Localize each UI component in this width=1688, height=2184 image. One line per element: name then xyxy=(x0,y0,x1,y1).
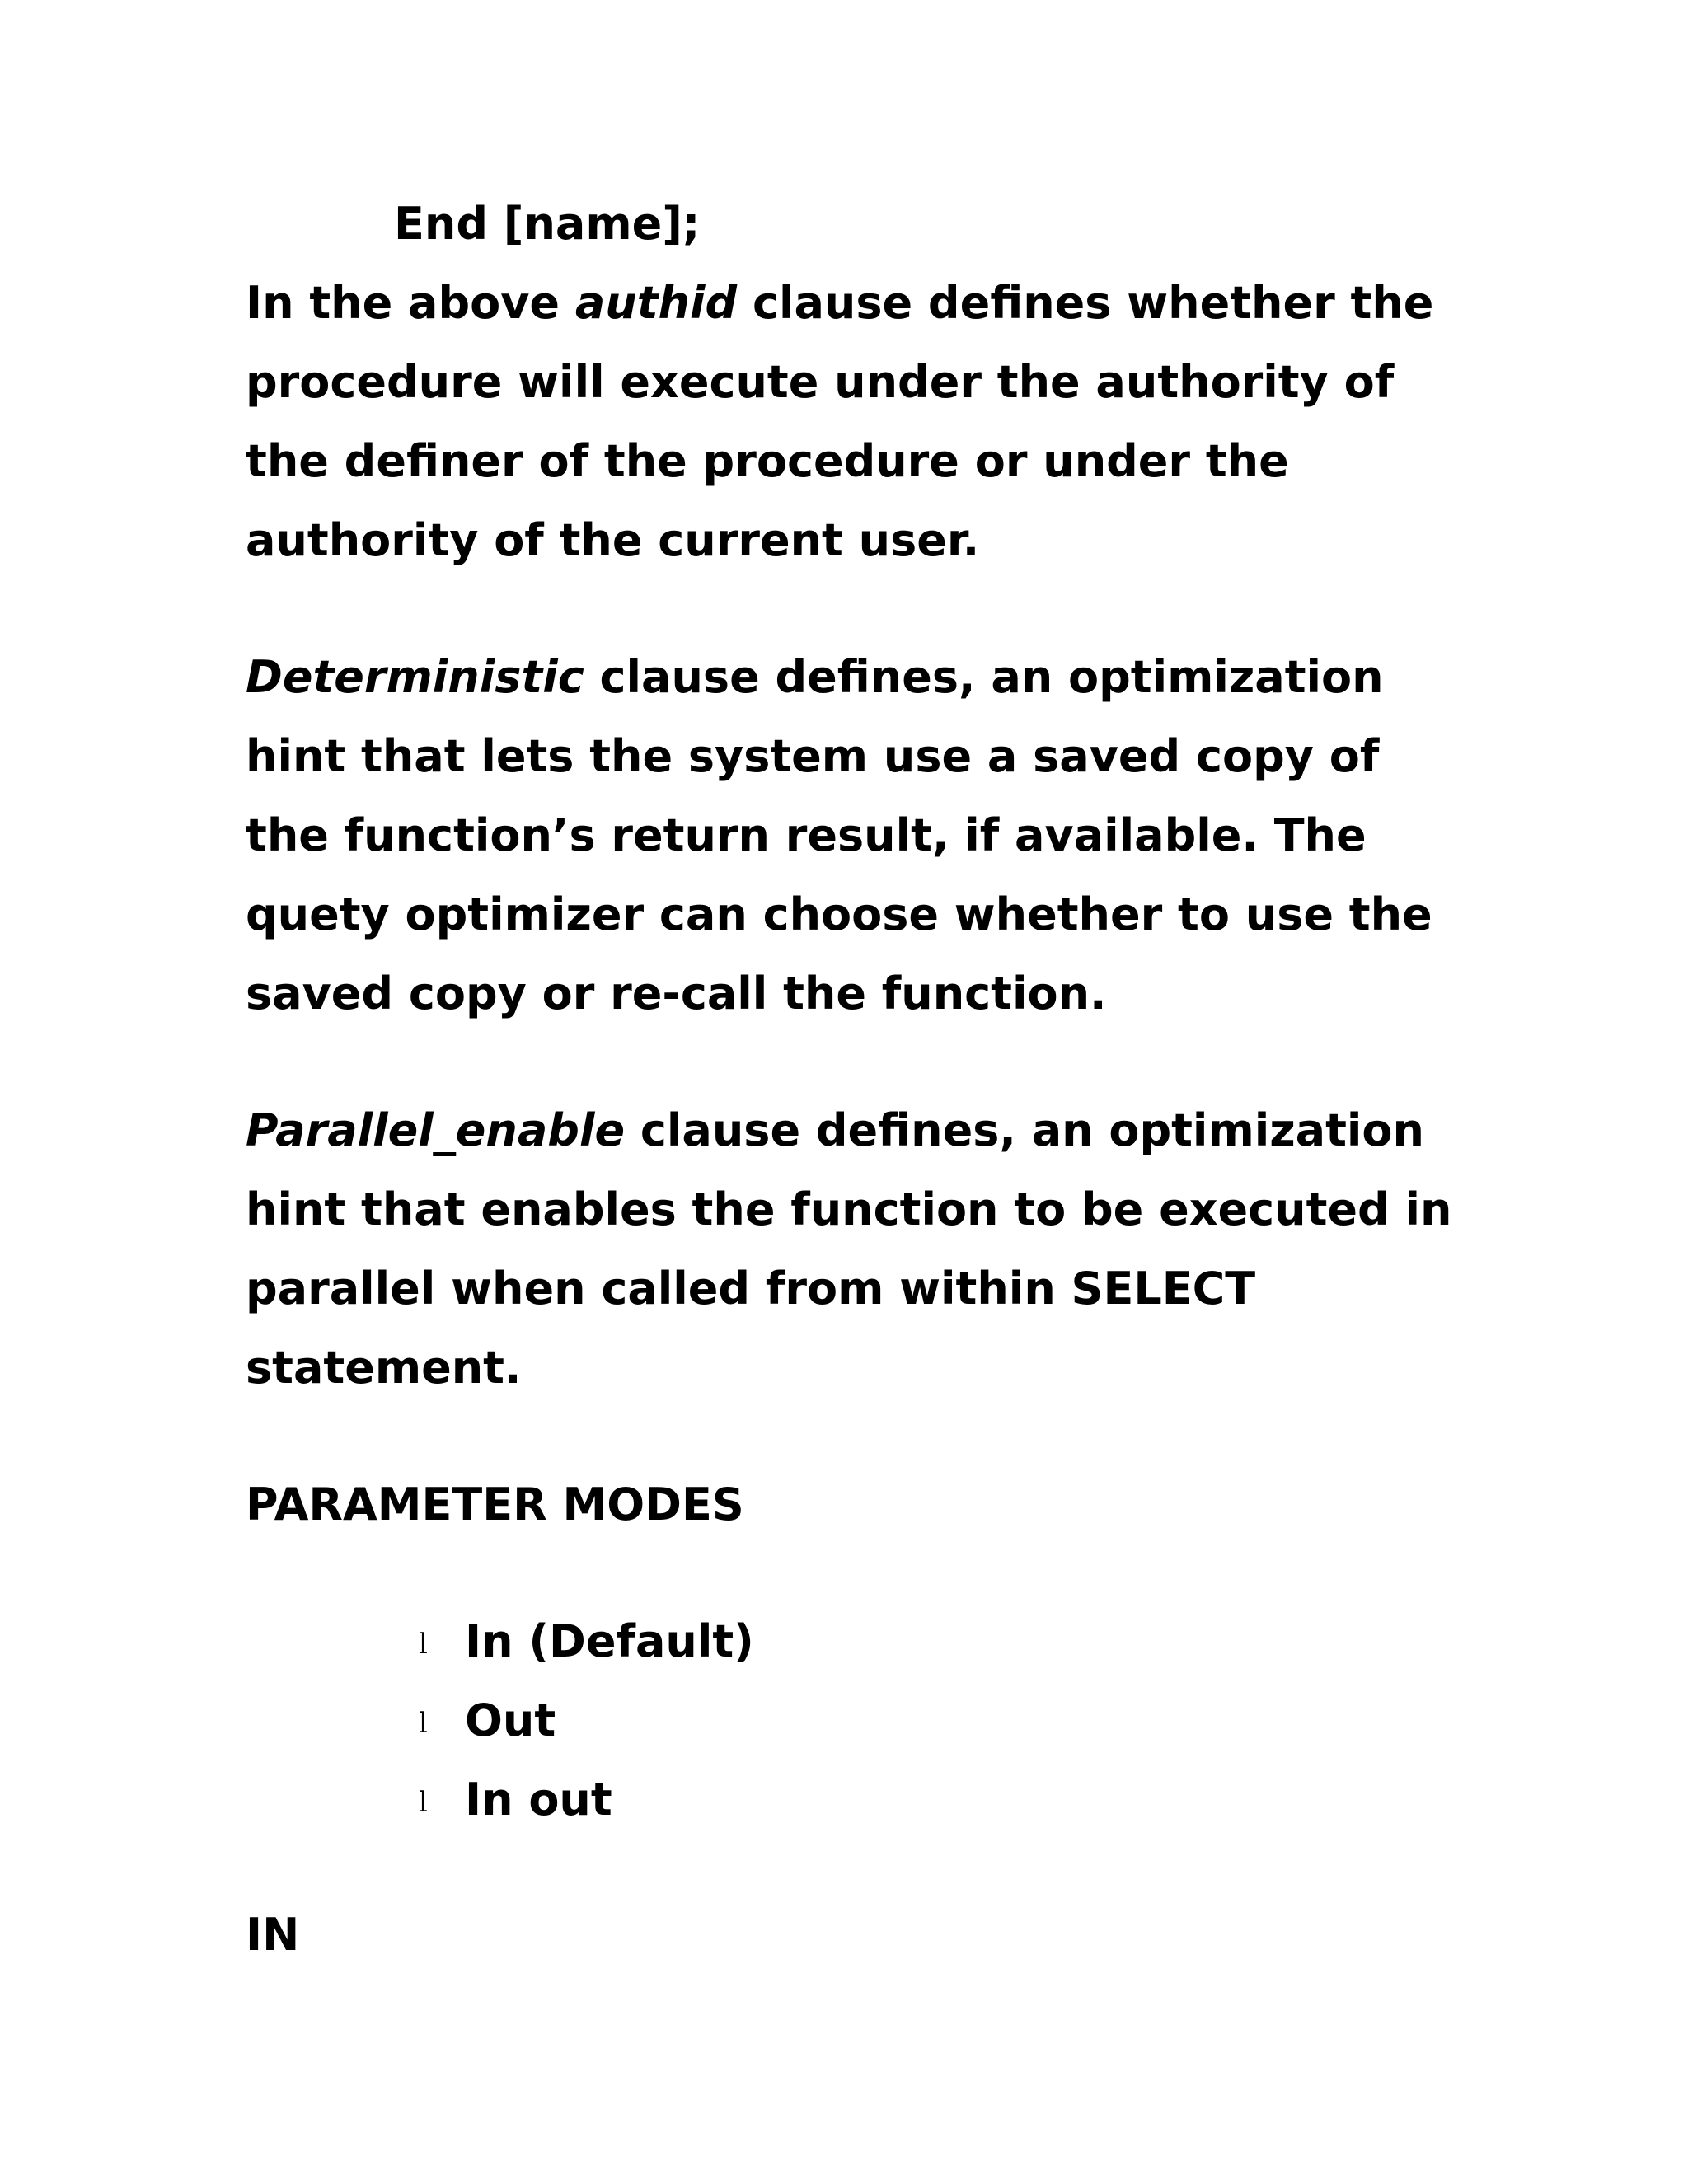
para1-line2: procedure will execute under the authority of xyxy=(246,356,1395,408)
para2-line2: hint that lets the system use a saved copy of xyxy=(246,730,1380,782)
para3-line3: parallel when called from within SELECT xyxy=(246,1263,1256,1315)
list-item-label: In out xyxy=(465,1774,612,1825)
para1-text: clause defines whether the xyxy=(737,277,1434,329)
bullet-icon: l xyxy=(419,1786,428,1820)
list-item xyxy=(419,1681,556,1763)
bullet-icon: l xyxy=(419,1707,428,1741)
list-item-label: Out xyxy=(465,1694,556,1746)
list-item xyxy=(419,1760,612,1842)
authid-term: authid xyxy=(574,277,738,329)
list-item xyxy=(419,1602,754,1684)
code-end-line xyxy=(394,185,701,264)
parallel-enable-term: Parallel_enable xyxy=(246,1104,626,1156)
para3-line4: statement. xyxy=(246,1342,522,1394)
subheading-in: IN xyxy=(246,1909,300,1961)
para3-line1 xyxy=(246,1091,1424,1170)
bullet-icon: l xyxy=(419,1628,428,1661)
para2-line1 xyxy=(246,638,1384,717)
para3-text: clause defines, an optimization xyxy=(625,1104,1424,1156)
section-heading: PARAMETER MODES xyxy=(246,1479,744,1530)
para1-line1 xyxy=(246,264,1433,343)
para1-line3: the definer of the procedure or under the xyxy=(246,435,1289,487)
deterministic-term: Deterministic xyxy=(246,651,584,703)
para2-text: clause defines, an optimization xyxy=(584,651,1384,703)
para2-line4: quety optimizer can choose whether to use the xyxy=(246,888,1432,940)
code-end-text: End [name]; xyxy=(394,198,701,250)
para1-line4: authority of the current user. xyxy=(246,514,980,566)
para2-line5: saved copy or re-call the function. xyxy=(246,968,1107,1019)
para2-line3: the function’s return result, if available. The xyxy=(246,809,1367,861)
para1-text: In the above xyxy=(246,277,575,329)
list-item-label: In (Default) xyxy=(465,1615,754,1667)
para3-line2: hint that enables the function to be executed in xyxy=(246,1183,1452,1235)
